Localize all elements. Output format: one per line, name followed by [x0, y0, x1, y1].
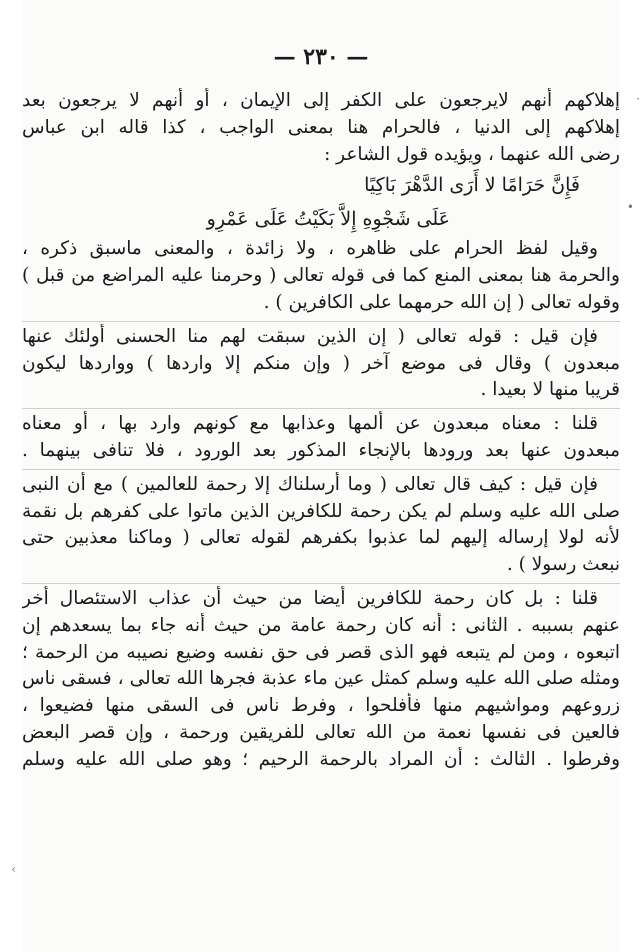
text-line: لأنه لولا إرساله إليهم لما عذبوا بكفرهم لقوله تعالى ( وماكنا معذبين حتى: [22, 527, 620, 549]
text-line: قريبا منها لا بعيدا .: [480, 379, 620, 401]
verse-line: فَإِنَّ حَرَامًا لا أَرَى الدَّهْرَ بَاكِيًا: [364, 174, 580, 197]
margin-mark-icon: •: [626, 200, 634, 214]
text-line: زروعهم ومواشيهم منها فأفلحوا ، وفرط ناس فى السقى منها فضيعوا ،: [22, 695, 620, 717]
text-line: والحرمة هنا بمعنى المنع كما فى قوله تعالى ( وحرمنا عليه المراضع من قبل ): [22, 265, 620, 287]
divider: [22, 469, 620, 470]
text-line: ومثله صلى الله عليه وسلم كمثل عين ماء عذبة فجرها الله تعالى ، فسقى ناس: [22, 668, 620, 690]
text-line: وفرطوا . الثالث : أن المراد بالرحمة الرحيم ؛ وهو صلى الله عليه وسلم: [22, 748, 620, 770]
paragraph: [22, 324, 620, 404]
text-line: فإن قيل : كيف قال تعالى ( وما أرسلناك إلا رحمة للعالمين ) مع أن النبى: [22, 473, 598, 495]
divider: [22, 321, 620, 322]
paragraph: [22, 411, 620, 465]
text-line: وقوله تعالى ( إن الله حرمهما على الكافرين ) .: [263, 291, 620, 313]
text-line: إهلاكهم إلى الدنيا ، فالحرام هنا بمعنى الواجب ، كذا قاله ابن عباس: [22, 116, 620, 138]
text-line: صلى الله عليه وسلم لم يكن رحمة للكافرين الذين ماتوا على كفرهم بل نقمة: [22, 500, 620, 522]
verse-line: عَلَى شَجْوِهِ إِلاَّ بَكَيْتُ عَلَى عَمْرِو: [206, 208, 450, 231]
text-line: نبعث رسولا ) .: [506, 554, 620, 576]
paragraph: [22, 236, 620, 316]
text-line: قلنا : بل كان رحمة للكافرين أيضا من حيث أن عذاب الاستئصال أخر: [22, 587, 598, 609]
paragraph: [22, 586, 620, 774]
text-line: مبعدون ) وقال فى موضع آخر ( وإن منكم إلا واردها ) وواردها ليكون: [22, 352, 620, 374]
text-line: رضى الله عنهما ، ويؤيده قول الشاعر :: [324, 143, 620, 165]
margin-mark-icon: ›: [11, 862, 16, 876]
divider: [22, 408, 620, 409]
text-line: وقيل لفظ الحرام على ظاهره ، ولا زائدة ، والمعنى ماسبق ذكره ،: [22, 238, 598, 260]
text-line: مبعدون عنها بعد ورودها بالإنجاء المذكور بعد الورود ، فلا تنافى بينهما .: [22, 439, 620, 461]
text-line: اتبعوه ، ومن لم يتبعه فهو الذى قصر فى حق نفسه وضيع نصيبه من الرحمة ؛: [22, 641, 620, 663]
page-body: [22, 88, 620, 774]
book-page: [22, 0, 620, 952]
paragraph: [22, 472, 620, 579]
divider: [22, 583, 620, 584]
text-line: إهلاكهم أنهم لايرجعون على الكفر إلى الإيمان ، أو أنهم لا يرجعون بعد: [22, 90, 620, 111]
scan-speck-icon: ·: [636, 92, 640, 106]
text-line: عنهم بسببه . الثانى : أنه كان رحمة عامة من حيث أنه جاء بما يسعدهم إن: [22, 614, 620, 636]
text-line: فالعين فى نفسها نعمة من الله تعالى للفريقين ورحمة ، وإن قصر البعض: [22, 721, 620, 743]
page-number: — ٢٣٠ —: [273, 44, 369, 70]
text-line: فإن قيل : قوله تعالى ( إن الذين سبقت لهم منا الحسنى أولئك عنها: [22, 325, 598, 347]
text-line: قلنا : معناه مبعدون عن ألمها وعذابها مع كونهم وارد بها ، أو معناه: [22, 413, 598, 435]
